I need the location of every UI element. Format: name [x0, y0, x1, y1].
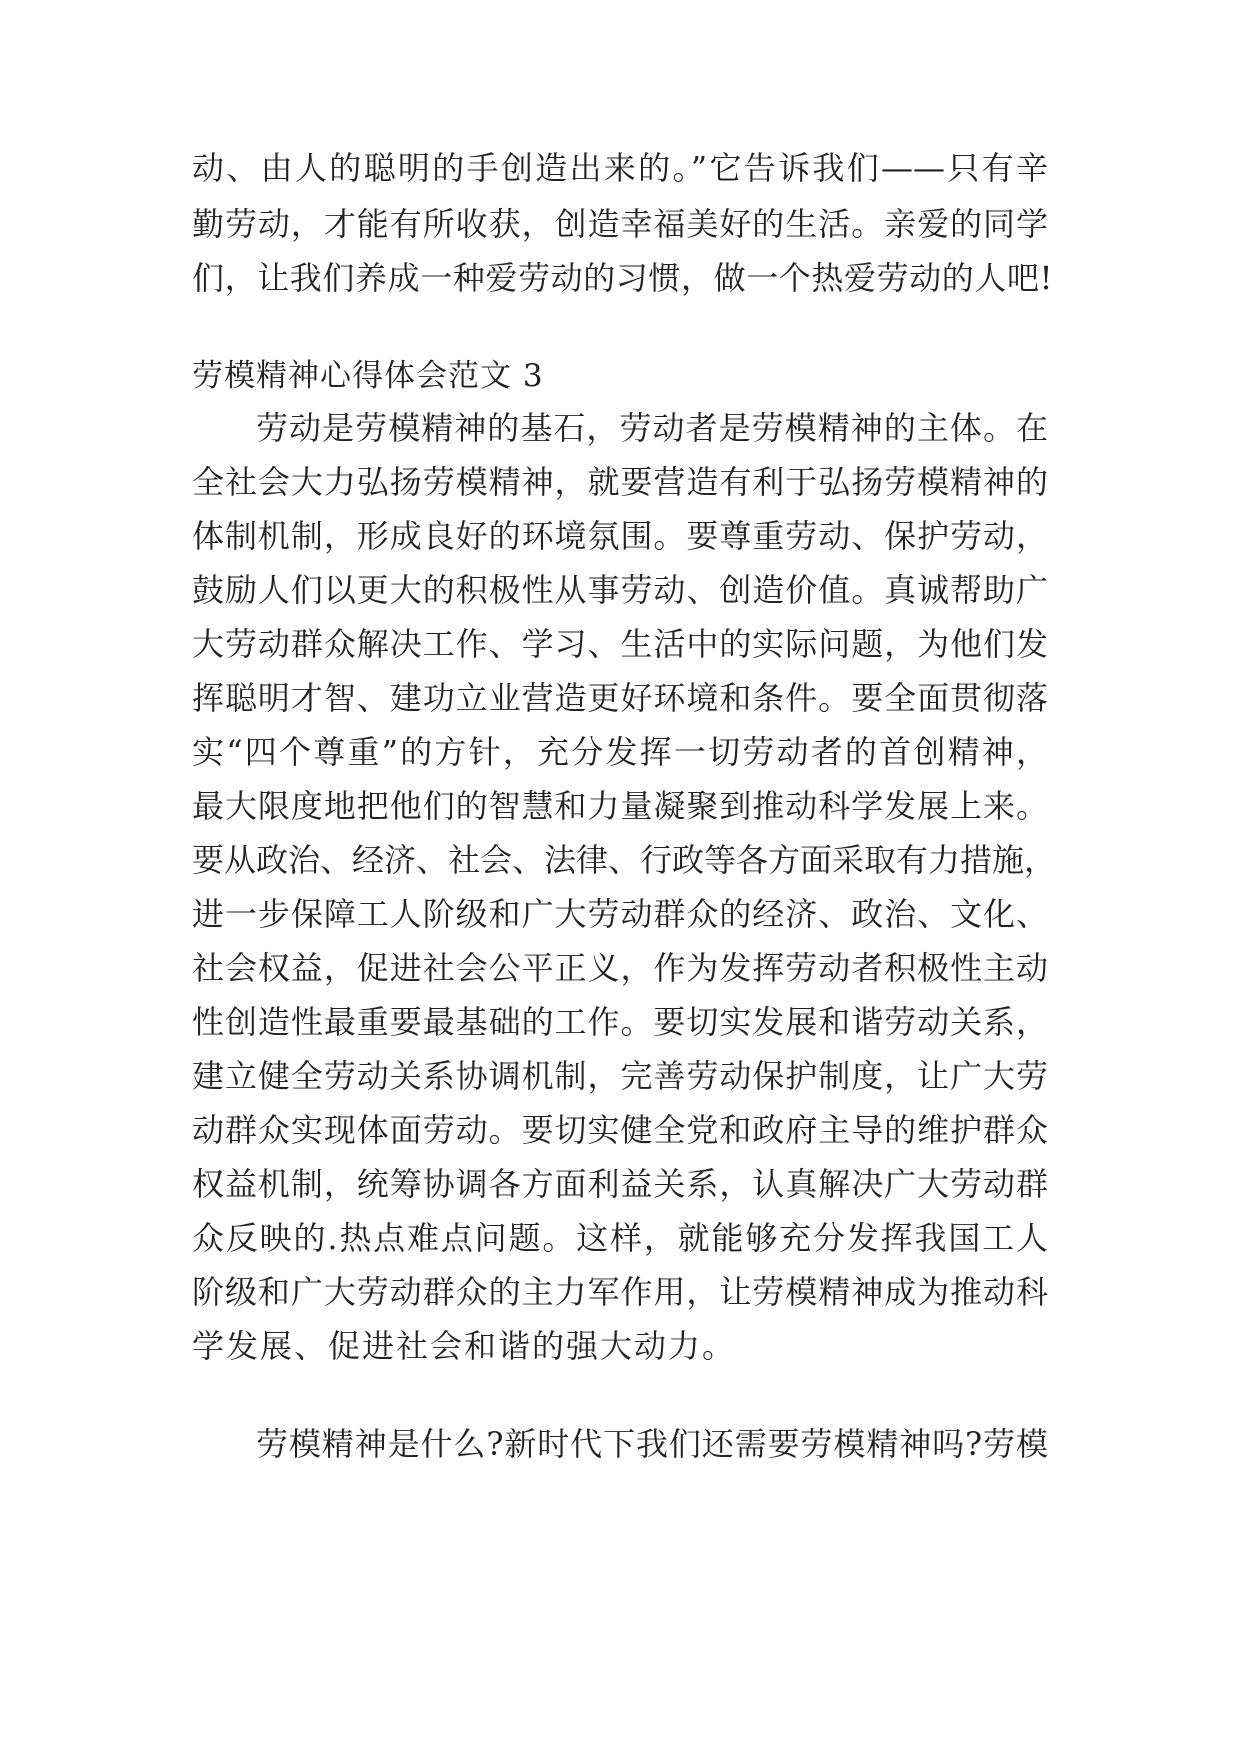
- text-line: 劳动是劳模精神的基石，劳动者是劳模精神的主体。在: [256, 409, 1048, 447]
- text-line: 学发展、促进社会和谐的强大动力。: [192, 1327, 737, 1365]
- text-line: 动群众实现体面劳动。要切实健全党和政府主导的维护群众: [192, 1111, 1048, 1149]
- text-line: 众反映的.热点难点问题。这样，就能够充分发挥我国工人: [192, 1219, 1048, 1257]
- text-line: 鼓励人们以更大的积极性从事劳动、创造价值。真诚帮助广: [192, 571, 1048, 609]
- text-line: 要从政治、经济、社会、法律、行政等各方面采取有力措施，: [192, 841, 1057, 879]
- text-line: 动、由人的聪明的手创造出来的。”它告诉我们——只有辛: [192, 149, 1048, 187]
- text-line: 劳模精神是什么?新时代下我们还需要劳模精神吗?劳模: [256, 1425, 1048, 1463]
- text-line: 权益机制，统筹协调各方面利益关系，认真解决广大劳动群: [192, 1165, 1048, 1203]
- text-line: 最大限度地把他们的智慧和力量凝聚到推动科学发展上来。: [192, 787, 1048, 825]
- text-line: 社会权益，促进社会公平正义，作为发挥劳动者积极性主动: [192, 949, 1048, 987]
- text-line: 实“四个尊重”的方针，充分发挥一切劳动者的首创精神，: [192, 733, 1048, 771]
- text-line: 建立健全劳动关系协调机制，完善劳动保护制度，让广大劳: [192, 1057, 1048, 1095]
- text-line: 挥聪明才智、建功立业营造更好环境和条件。要全面贯彻落: [192, 679, 1048, 717]
- text-line: 性创造性最重要最基础的工作。要切实发展和谐劳动关系，: [192, 1003, 1048, 1041]
- text-line: 阶级和广大劳动群众的主力军作用，让劳模精神成为推动科: [192, 1273, 1048, 1311]
- text-line: 全社会大力弘扬劳模精神，就要营造有利于弘扬劳模精神的: [192, 463, 1048, 501]
- text-line: 体制机制，形成良好的环境氛围。要尊重劳动、保护劳动，: [192, 517, 1048, 555]
- text-line: 们，让我们养成一种爱劳动的习惯，做一个热爱劳动的人吧!: [192, 259, 1054, 297]
- text-line: 勤劳动，才能有所收获，创造幸福美好的生活。亲爱的同学: [192, 205, 1048, 243]
- text-line: 进一步保障工人阶级和广大劳动群众的经济、政治、文化、: [192, 895, 1048, 933]
- section-title: 劳模精神心得体会范文 3: [192, 358, 544, 394]
- text-line: 大劳动群众解决工作、学习、生活中的实际问题，为他们发: [192, 625, 1048, 663]
